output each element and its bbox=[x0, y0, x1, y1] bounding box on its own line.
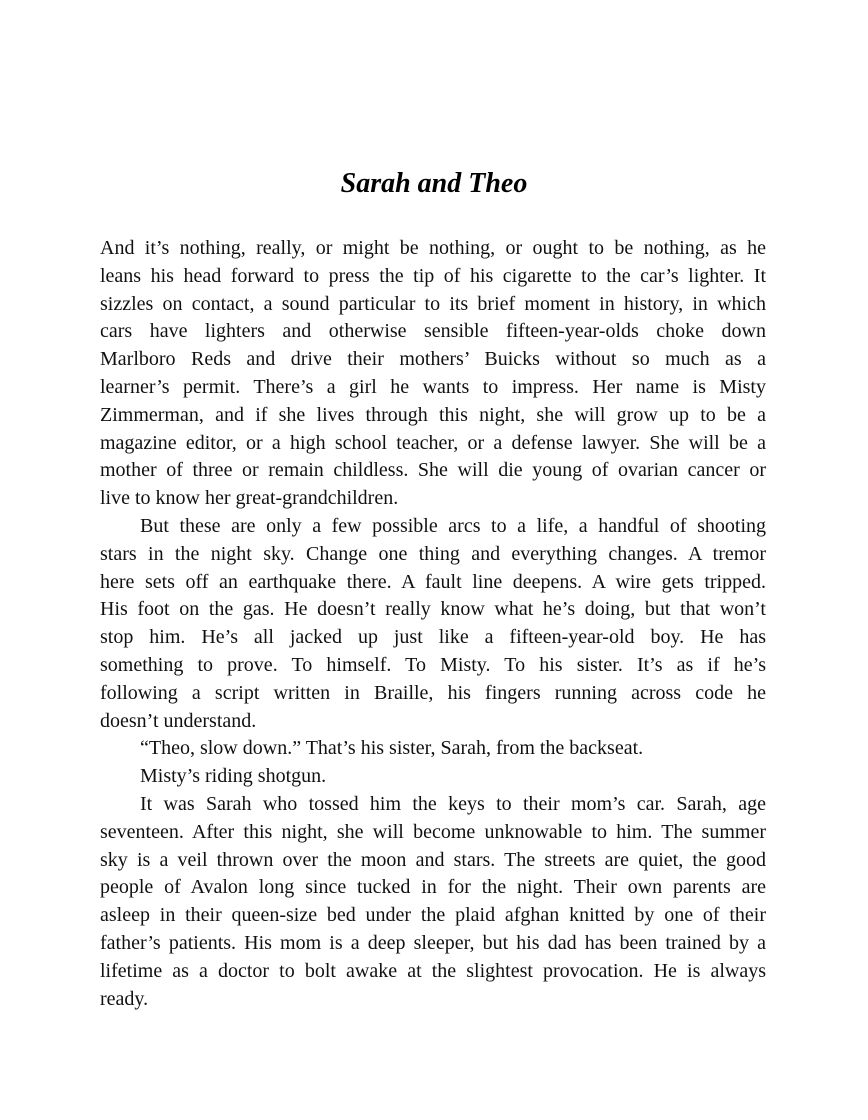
text-line: father’s patients. His mom is a deep sleeper, but his dad has been trained by a bbox=[100, 931, 766, 954]
text-line: sizzles on contact, a sound particular to its brief moment in history, in which bbox=[100, 292, 766, 315]
text-line: learner’s permit. There’s a girl he wants to impress. Her name is Misty bbox=[100, 375, 766, 398]
paragraph bbox=[100, 735, 766, 763]
text-line: “Theo, slow down.” That’s his sister, Sarah, from the backseat. bbox=[140, 737, 644, 760]
text-line: sky is a veil thrown over the moon and stars. The streets are quiet, the good bbox=[100, 848, 766, 871]
text-line: Misty’s riding shotgun. bbox=[140, 765, 327, 788]
text-line: cars have lighters and otherwise sensible fifteen-year-olds choke down bbox=[100, 320, 766, 343]
text-line: mother of three or remain childless. She will die young of ovarian cancer or bbox=[100, 459, 766, 482]
text-line: His foot on the gas. He doesn’t really know what he’s doing, but that won’t bbox=[100, 598, 766, 621]
text-line: Zimmerman, and if she lives through this night, she will grow up to be a bbox=[100, 403, 766, 426]
text-line: stop him. He’s all jacked up just like a fifteen-year-old boy. He has bbox=[100, 626, 766, 649]
paragraph bbox=[100, 791, 766, 1013]
chapter-title: Sarah and Theo bbox=[340, 168, 528, 199]
text-line: seventeen. After this night, she will become unknowable to him. The summer bbox=[100, 820, 766, 843]
text-line: Marlboro Reds and drive their mothers’ Buicks without so much as a bbox=[100, 348, 766, 371]
text-line: following a script written in Braille, his fingers running across code he bbox=[100, 681, 766, 704]
paragraph bbox=[100, 763, 766, 791]
text-line: something to prove. To himself. To Misty. To his sister. It’s as if he’s bbox=[100, 653, 766, 676]
text-line: asleep in their queen-size bed under the plaid afghan knitted by one of their bbox=[100, 904, 766, 927]
text-line: lifetime as a doctor to bolt awake at the slightest provocation. He is always bbox=[100, 959, 766, 982]
paragraph bbox=[100, 513, 766, 735]
text-line: And it’s nothing, really, or might be nothing, or ought to be nothing, as he bbox=[100, 237, 766, 259]
text-line: magazine editor, or a high school teacher, or a defense lawyer. She will be a bbox=[100, 431, 766, 454]
text-line: But these are only a few possible arcs to a life, a handful of shooting bbox=[140, 514, 766, 537]
text-line: ready. bbox=[100, 987, 149, 1010]
paragraph bbox=[100, 235, 766, 513]
text-line: stars in the night sky. Change one thing and everything changes. A tremor bbox=[100, 542, 766, 565]
chapter-body bbox=[100, 235, 766, 1013]
text-line: people of Avalon long since tucked in for the night. Their own parents are bbox=[100, 876, 766, 899]
text-line: leans his head forward to press the tip of his cigarette to the car’s lighter. It bbox=[100, 264, 766, 287]
text-line: live to know her great-grandchildren. bbox=[100, 487, 399, 510]
text-line: here sets off an earthquake there. A fault line deepens. A wire gets tripped. bbox=[100, 570, 766, 593]
text-line: It was Sarah who tossed him the keys to their mom’s car. Sarah, age bbox=[140, 792, 766, 815]
text-line: doesn’t understand. bbox=[100, 709, 257, 732]
